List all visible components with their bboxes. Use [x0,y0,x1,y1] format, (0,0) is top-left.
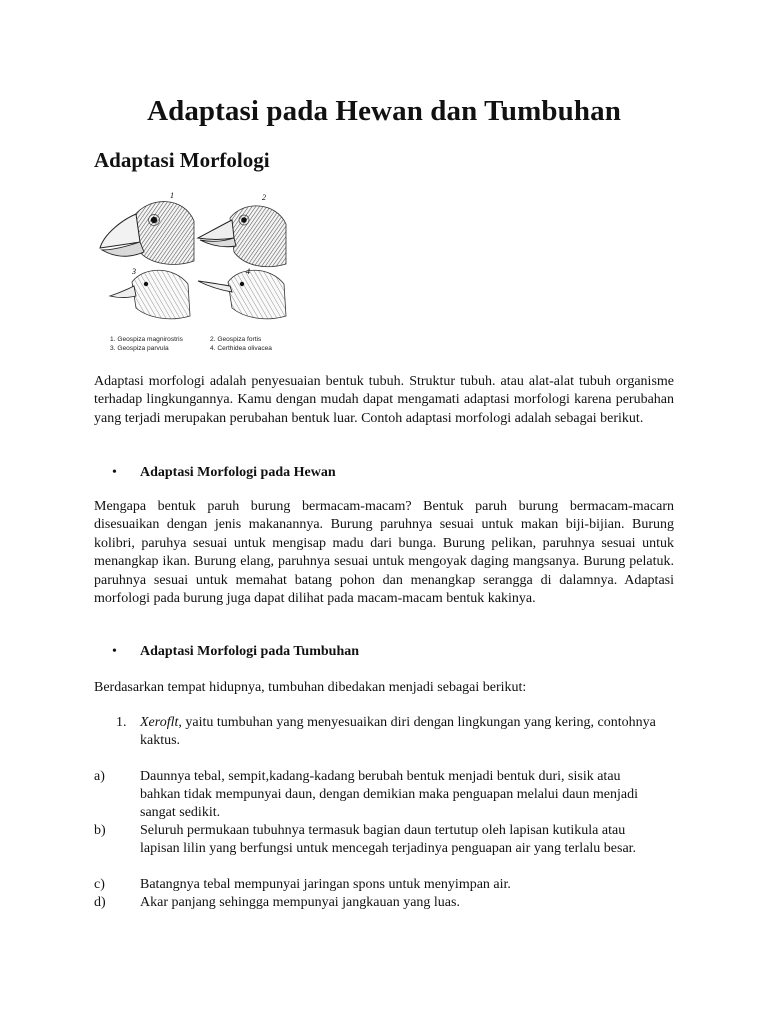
finch-4-head [198,270,286,319]
page-title: Adaptasi pada Hewan dan Tumbuhan [147,95,621,127]
section-heading-adaptasi-morfologi: Adaptasi Morfologi [94,148,270,172]
list-letter: a) [94,769,105,784]
plant-intro-paragraph: Berdasarkan tempat hidupnya, tumbuhan dibedakan menjadi sebagai berikut: [94,680,527,695]
finch-number-2: 2 [262,193,266,202]
list-letter: d) [94,895,106,910]
list-letter: c) [94,877,105,892]
bullet-label: Adaptasi Morfologi pada Hewan [140,465,336,480]
list-number: 1. [116,715,127,730]
list-item-text: , yaitu tumbuhan yang menyesuaikan diri dengan lingkungan yang kering, contohnya kaktus. [140,715,656,748]
darwin-finches-figure [94,186,294,358]
finch-1-head [100,202,194,265]
list-item-text: Seluruh permukaan tubuhnya termasuk bagian daun tertutup oleh lapisan kutikula atau lapisan lilin yang berfungsi untuk mencegah terjadinya penguapan air yang terlalu besar. [140,823,637,856]
intro-paragraph: Adaptasi morfologi adalah penyesuaian bentuk tubuh. Struktur tubuh. atau alat-alat tubuh organisme terhadap lingkungannya. Kamu dengan mudah dapat mengamati adaptasi morfologi karena perubahan yang terjadi merupakan perubahan bentuk luar. Contoh adaptasi morfologi adalah sebagai berikut. [94,374,674,426]
list-letter: b) [94,823,106,838]
bullet-icon: • [112,644,117,659]
caption-finch-1: 1. Geospiza magnirostris [110,336,183,343]
caption-finch-3: 3. Geospiza parvula [110,345,169,352]
list-item-text: Daunnya tebal, sempit,kadang-kadang berubah bentuk menjadi bentuk duri, sisik atau bahkan tidak mempunyai daun, dengan demikian maka penguapan melalui daun menjadi sangat sedikit. [140,769,639,820]
finch-number-4: 4 [246,267,250,276]
bullet-icon: • [112,465,117,480]
animal-paragraph: Mengapa bentuk paruh burung bermacam-macam? Bentuk paruh burung bermacam-macarn disesuaikan dengan jenis makanannya. Burung paruhnya sesuai untuk makan biji-bijian. Burung kolibri, paruhya sesuai untuk mengisap madu dari bunga. Burung pelikan, paruhnya sesuai untuk menangkap ikan. Burung elang, paruhnya sesuai untuk mengoyak daging mangsanya. Burung pelatuk. paruhnya sesuai untuk memahat batang pohon dan menangkap serangga di dalamnya. Adaptasi morfologi pada burung juga dapat dilihat pada macam-macam bentuk kakinya. [94,499,674,607]
bullet-label: Adaptasi Morfologi pada Tumbuhan [140,644,360,659]
list-item-text: Akar panjang sehingga mempunyai jangkauan yang luas. [140,895,460,910]
finch-number-1: 1 [170,191,174,200]
finch-number-3: 3 [132,267,136,276]
finch-2-head [198,206,286,267]
finch-heads-illustration [94,186,294,336]
list-item-text: Batangnya tebal mempunyai jaringan spons untuk menyimpan air. [140,877,511,892]
term-xerofit: Xeroflt [140,715,179,730]
caption-finch-4: 4. Certhidea olivacea [210,345,272,352]
caption-finch-2: 2. Geospiza fortis [210,336,262,343]
list-item-body [140,714,660,750]
finch-3-head [110,270,190,319]
